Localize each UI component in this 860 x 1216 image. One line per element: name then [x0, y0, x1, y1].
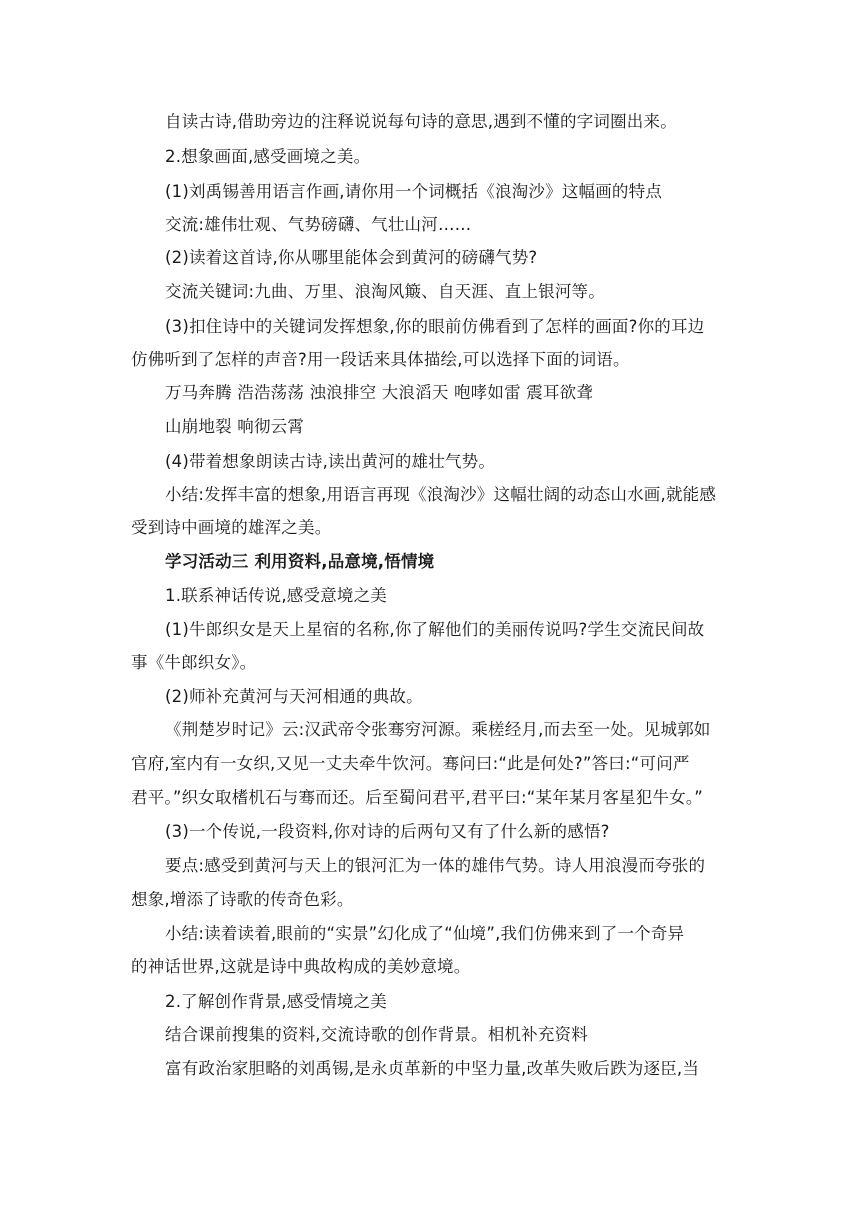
question-line: (1)牛郎织女是天上星宿的名称,你了解他们的美丽传说吗?学生交流民间故 [165, 620, 705, 639]
section-heading: 2.了解创作背景,感受情境之美 [165, 992, 387, 1011]
paragraph-line: 交流:雄伟壮观、气势磅礴、气壮山河…… [165, 215, 472, 234]
summary-line: 小结:读着读着,眼前的“实景”幻化成了“仙境”,我们仿佛来到了一个奇异 [165, 924, 685, 943]
key-point-line: 要点:感受到黄河与天上的银河汇为一体的雄伟气势。诗人用浪漫而夸张的 [165, 856, 706, 875]
paragraph-line: 自读古诗,借助旁边的注释说说每句诗的意思,遇到不懂的字词圈出来。 [165, 112, 677, 131]
question-line: (4)带着想象朗读古诗,读出黄河的雄壮气势。 [165, 452, 496, 471]
question-line: (3)扣住诗中的关键词发挥想象,你的眼前仿佛看到了怎样的画面?你的耳边 [165, 317, 705, 336]
question-line: (2)师补充黄河与天河相通的典故。 [165, 687, 423, 706]
section-heading: 1.联系神话传说,感受意境之美 [165, 586, 387, 605]
activity-heading: 学习活动三 利用资料,品意境,悟情境 [165, 552, 435, 571]
quote-line: 君平。”织女取榰机石与骞而还。后至蜀问君平,君平曰:“某年某月客星犯牛女。” [131, 788, 704, 807]
paragraph-line: 富有政治家胆略的刘禹锡,是永贞革新的中坚力量,改革失败后跌为逐臣,当 [165, 1059, 700, 1078]
word-list: 山崩地裂 响彻云霄 [165, 417, 305, 436]
section-heading: 2.想象画面,感受画境之美。 [165, 147, 371, 166]
summary-line: 受到诗中画境的雄浑之美。 [131, 518, 332, 537]
question-line: (2)读着这首诗,你从哪里能体会到黄河的磅礴气势? [165, 248, 538, 267]
paragraph-line: 交流关键词:九曲、万里、浪淘风簸、自天涯、直上银河等。 [165, 282, 605, 301]
key-point-line: 想象,增添了诗歌的传奇色彩。 [131, 890, 354, 909]
quote-line: 《荆楚岁时记》云:汉武帝令张骞穷河源。乘槎经月,而去至一处。见城郭如 [165, 720, 711, 739]
paragraph-line: 仿佛听到了怎样的声音?用一段话来具体描绘,可以选择下面的词语。 [131, 350, 630, 369]
word-list: 万马奔腾 浩浩荡荡 浊浪排空 大浪滔天 咆哮如雷 震耳欲聋 [165, 383, 594, 402]
quote-line: 官府,室内有一女织,又见一丈夫牵牛饮河。骞问曰:“此是何处?”答曰:“可问严 [131, 754, 690, 773]
question-line: (3)一个传说,一段资料,你对诗的后两句又有了什么新的感悟? [165, 822, 610, 841]
summary-line: 小结:发挥丰富的想象,用语言再现《浪淘沙》这幅壮阔的动态山水画,就能感 [165, 485, 717, 504]
question-line: (1)刘禹锡善用语言作画,请你用一个词概括《浪淘沙》这幅画的特点 [165, 182, 663, 201]
paragraph-line: 事《牛郎织女》。 [131, 653, 257, 672]
paragraph-line: 结合课前搜集的资料,交流诗歌的创作背景。相机补充资料 [165, 1025, 588, 1044]
summary-line: 的神话世界,这就是诗中典故构成的美妙意境。 [131, 957, 471, 976]
